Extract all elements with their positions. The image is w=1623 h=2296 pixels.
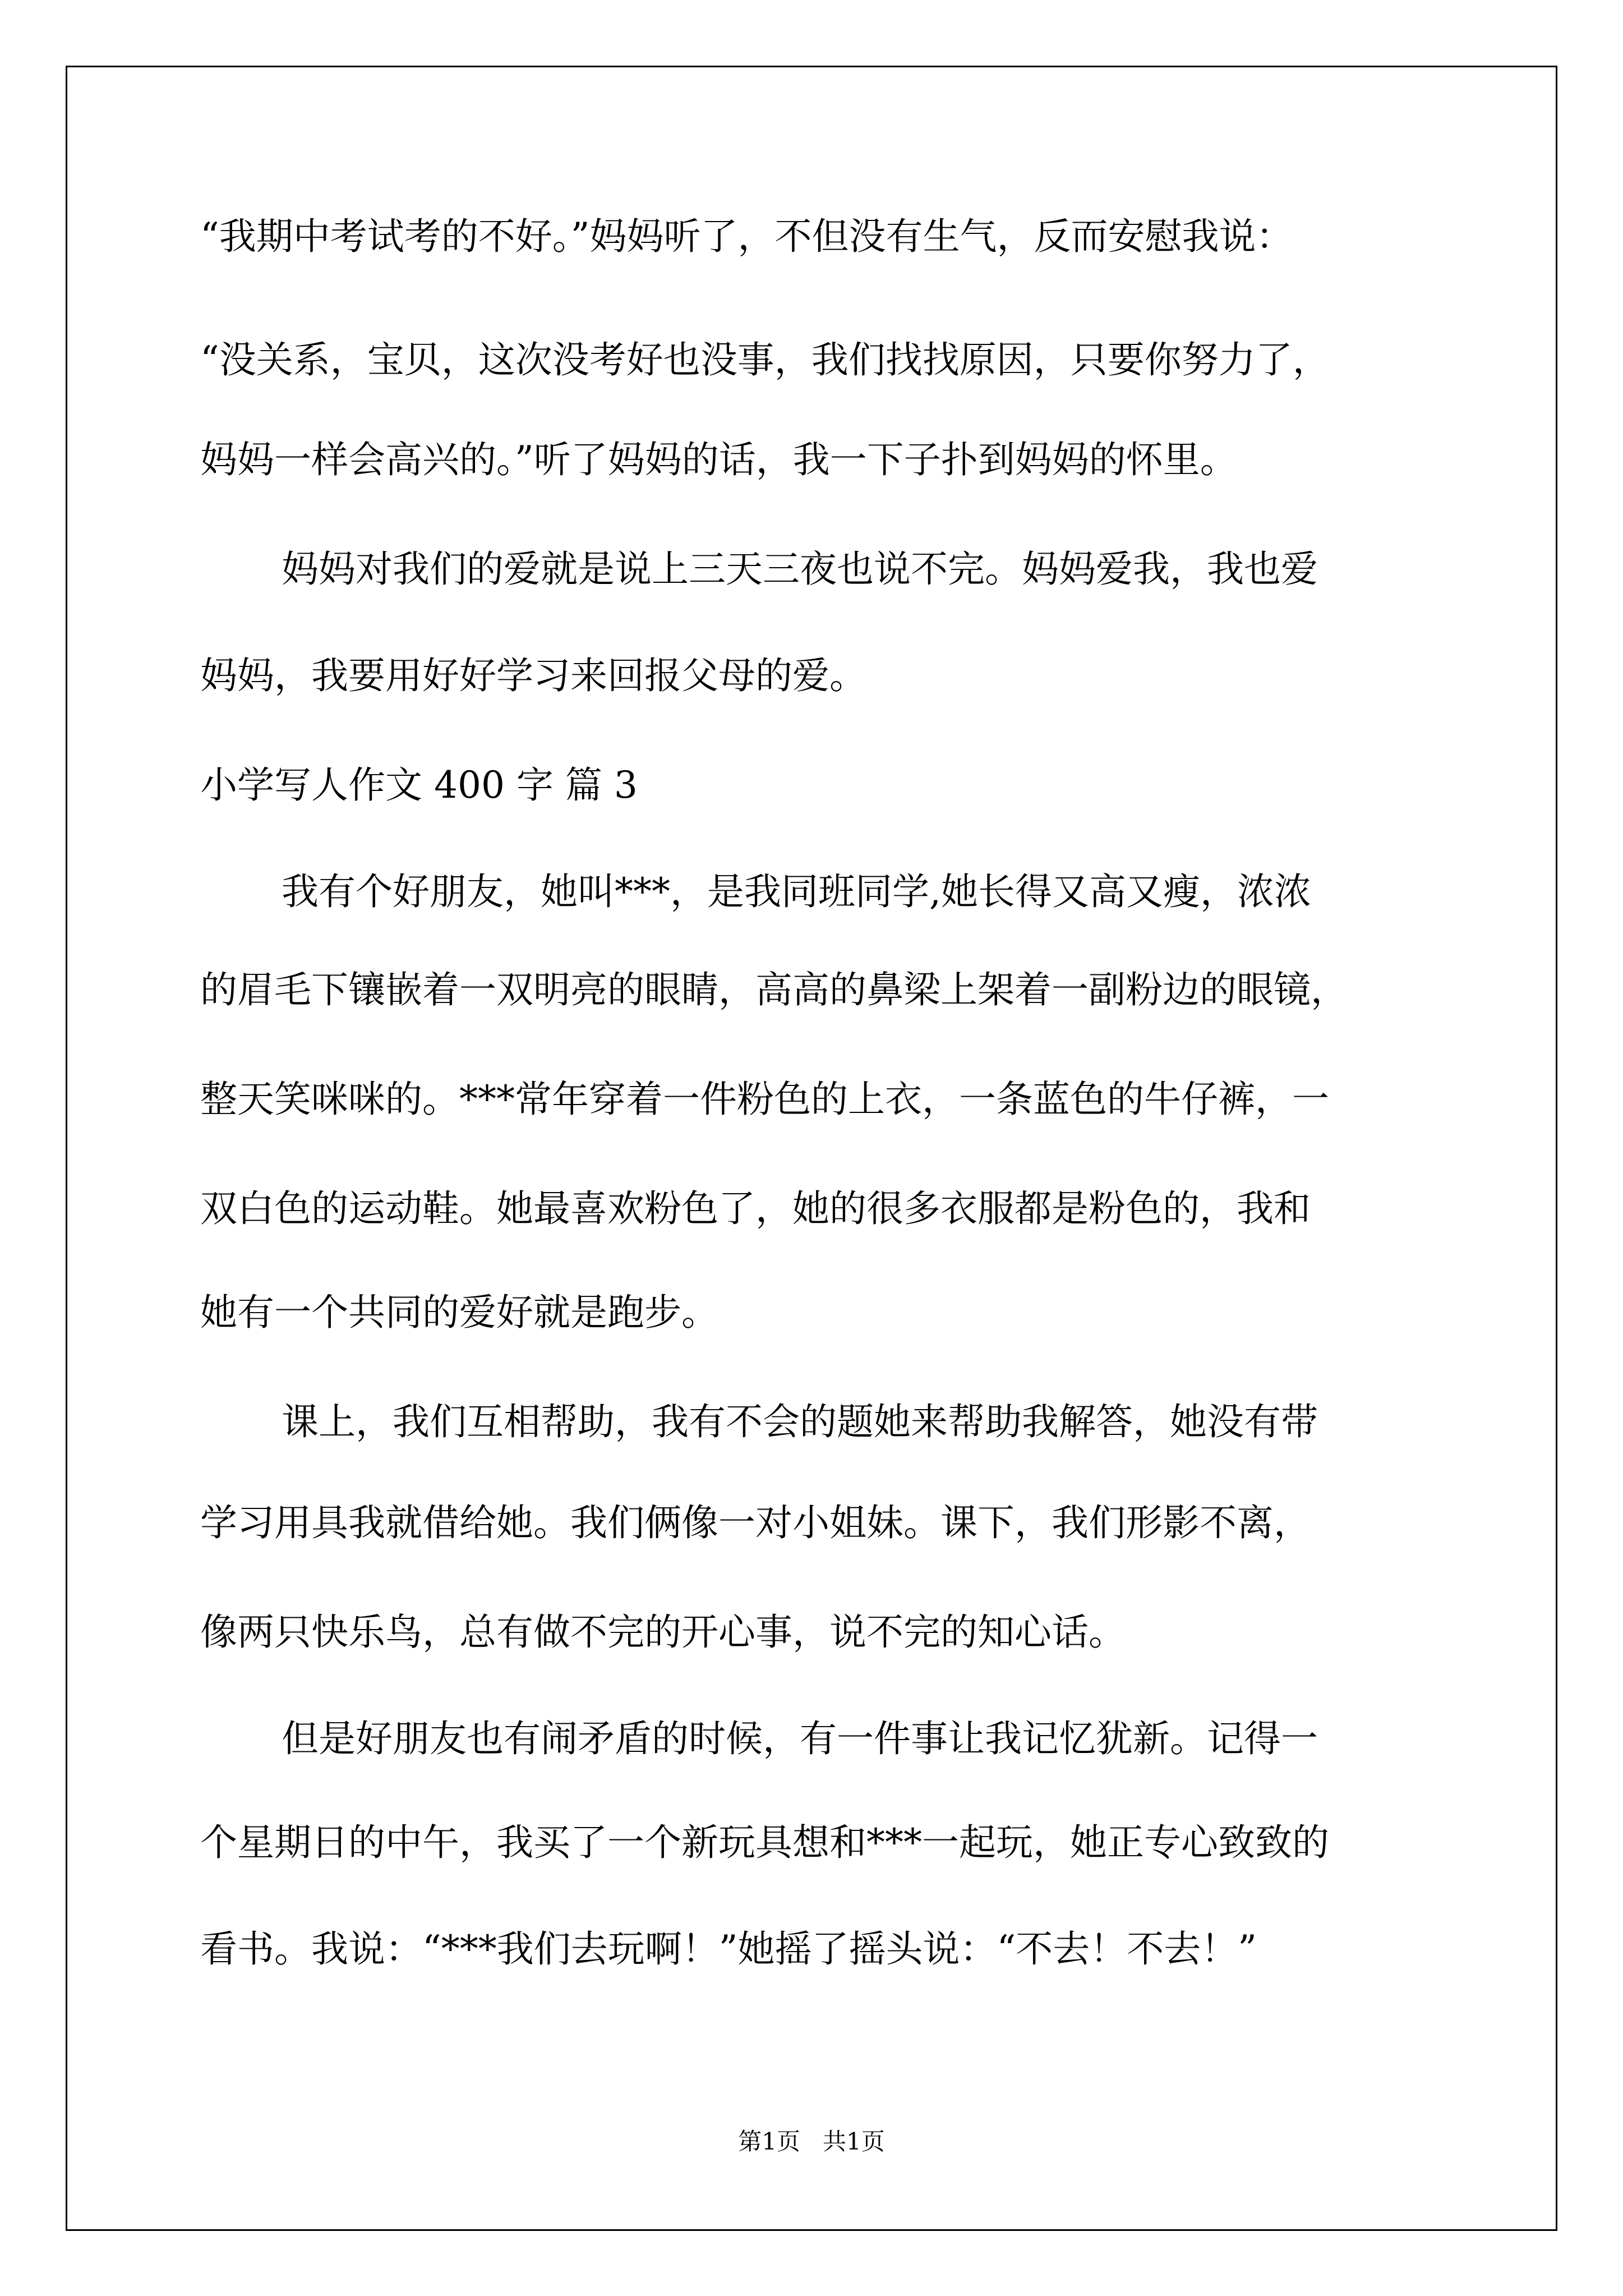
text-line: 她有一个共同的爱好就是跑步。 bbox=[200, 1291, 718, 1334]
text-line: 看书。我说：“***我们去玩啊！”她摇了摇头说：“不去！不去！” bbox=[200, 1927, 1257, 1971]
text-line: 妈妈，我要用好好学习来回报父母的爱。 bbox=[200, 654, 866, 697]
page-footer: 第1页 共1页 bbox=[738, 2128, 885, 2155]
text-line: 的眉毛下镶嵌着一双明亮的眼睛，高高的鼻梁上架着一副粉边的眼镜， bbox=[200, 968, 1348, 1011]
text-line: 整天笑咪咪的。***常年穿着一件粉色的上衣，一条蓝色的牛仔裤，一 bbox=[200, 1078, 1329, 1121]
text-line: 双白色的运动鞋。她最喜欢粉色了，她的很多衣服都是粉色的，我和 bbox=[200, 1187, 1311, 1230]
text-line: “没关系，宝贝，这次没考好也没事，我们找找原因，只要你努力了， bbox=[200, 338, 1330, 381]
text-line: 妈妈一样会高兴的。”听了妈妈的话，我一下子扑到妈妈的怀里。 bbox=[200, 438, 1237, 481]
paragraph-start-line: 课上，我们互相帮助，我有不会的题她来帮助我解答，她没有带 bbox=[282, 1400, 1318, 1443]
text-line: 个星期日的中午，我买了一个新玩具想和***一起玩，她正专心致致的 bbox=[200, 1821, 1329, 1864]
paragraph-start-line: 妈妈对我们的爱就是说上三天三夜也说不完。妈妈爱我，我也爱 bbox=[282, 547, 1318, 591]
section-heading: 小学写人作文 400 字 篇 3 bbox=[200, 763, 638, 807]
text-line: 学习用具我就借给她。我们俩像一对小姐妹。课下，我们形影不离， bbox=[200, 1501, 1311, 1544]
paragraph-start-line: 但是好朋友也有闹矛盾的时候，有一件事让我记忆犹新。记得一 bbox=[282, 1717, 1318, 1760]
paragraph-start-line: 我有个好朋友，她叫***，是我同班同学,她长得又高又瘦，浓浓 bbox=[282, 870, 1311, 913]
text-line: “我期中考试考的不好。”妈妈听了，不但没有生气，反而安慰我说： bbox=[200, 215, 1293, 258]
text-line: 像两只快乐鸟，总有做不完的开心事，说不完的知心话。 bbox=[200, 1611, 1126, 1654]
page-border bbox=[66, 66, 1557, 2231]
